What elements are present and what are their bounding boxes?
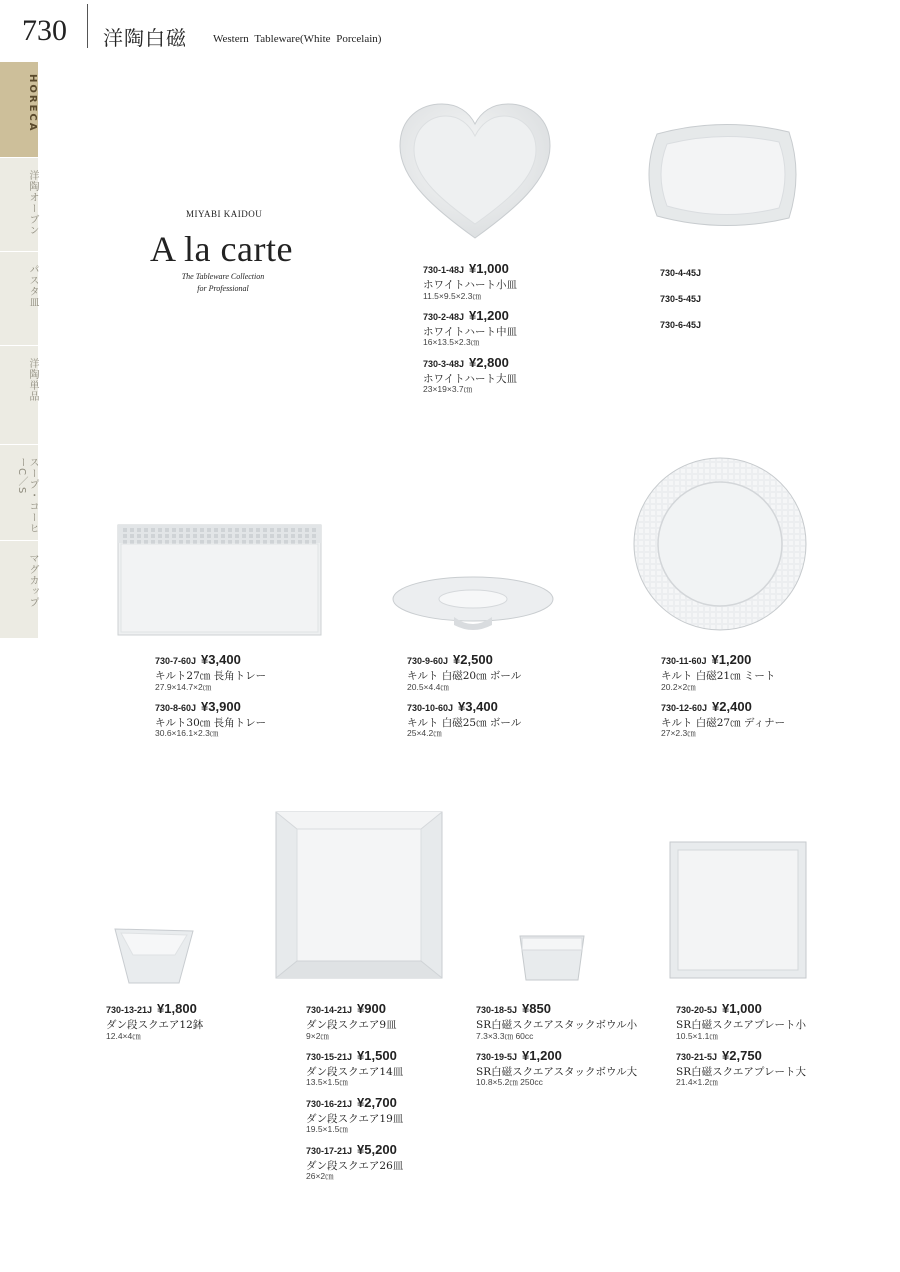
tray-quilt-dot	[130, 528, 134, 532]
tray-quilt-dot	[186, 540, 190, 544]
product-price: ¥1,200	[711, 652, 752, 667]
product-price: ¥2,800	[469, 354, 509, 370]
product-size: 19.5×1.5㎝	[306, 1124, 348, 1135]
tray-quilt-dot	[312, 540, 316, 544]
product-730-12-60J	[661, 698, 785, 739]
tray-quilt-dot	[186, 534, 190, 538]
tray-quilt-dot	[172, 540, 176, 544]
product-code: 730-4-45J	[660, 268, 702, 278]
tray-quilt-dot	[284, 528, 288, 532]
product-price: ¥3,900	[201, 698, 241, 714]
product-name: SR白磁スクエアプレート小	[676, 1019, 806, 1031]
product-group-sr-plate	[676, 1000, 806, 1088]
tray-quilt-dot	[123, 528, 127, 532]
tray-quilt-dot	[242, 528, 246, 532]
tray-quilt-dot	[165, 534, 169, 538]
product-name: ダン段スクエア9皿	[306, 1019, 397, 1031]
tray-quilt-dot	[235, 540, 239, 544]
product-size: 23×19×3.7㎝	[423, 384, 473, 395]
tray-quilt-dot	[158, 528, 162, 532]
tray-quilt-dot	[298, 528, 302, 532]
product-name: ダン段スクエア19皿	[306, 1112, 404, 1125]
tray-quilt-dot	[221, 540, 225, 544]
quilt-plate-photo	[632, 456, 808, 632]
tray-quilt-dot	[263, 534, 267, 538]
tray-quilt-dot	[123, 534, 127, 538]
tray-quilt-dot	[158, 534, 162, 538]
tray-quilt-dot	[291, 540, 295, 544]
tray-quilt-dot	[137, 534, 141, 538]
product-price: ¥1,000	[469, 261, 509, 276]
product-code: 730-20-5J	[676, 1005, 718, 1015]
product-code: 730-13-21J	[106, 1005, 153, 1015]
tray-quilt-dot	[270, 540, 274, 544]
sidebar-tab-label: 洋陶単品	[27, 358, 38, 402]
tray-quilt-dot	[200, 540, 204, 544]
tray-quilt-dot	[179, 534, 183, 538]
product-size: 25×4.2㎝	[407, 728, 442, 739]
tray-quilt-dot	[172, 534, 176, 538]
product-name: ホワイトハート小皿	[423, 279, 517, 291]
product-730-16-21J	[306, 1094, 403, 1135]
product-name: キルト 白磁25㎝ ボール	[407, 716, 522, 729]
tray-quilt-dot	[228, 534, 232, 538]
product-name: キルト27㎝ 長角トレー	[155, 670, 267, 682]
product-code: 730-3-48J	[423, 358, 465, 369]
sidebar-tab-horeca[interactable]	[0, 62, 38, 158]
product-name: ダン段スクエア14皿	[306, 1065, 404, 1078]
product-size: 9×2㎝	[306, 1030, 329, 1041]
sidebar-tab-mug[interactable]	[0, 541, 38, 639]
dan-square-plate-photo	[275, 811, 443, 979]
tray-quilt-dot	[228, 540, 232, 544]
product-730-2-48J	[423, 307, 517, 348]
product-code: 730-17-21J	[306, 1145, 353, 1156]
tray-quilt-dot	[221, 528, 225, 532]
tray-quilt-dot	[214, 540, 218, 544]
product-price: ¥2,500	[453, 652, 493, 667]
product-code: 730-8-60J	[155, 702, 197, 713]
tray-quilt-dot	[214, 534, 218, 538]
heart-plate-photo	[396, 100, 554, 248]
sidebar-tab-western-single[interactable]	[0, 346, 38, 445]
product-name: キルト 白磁27㎝ ディナー	[661, 716, 786, 729]
sidebar-tab-pasta-plate[interactable]	[0, 252, 38, 346]
product-code: 730-1-48J	[423, 265, 465, 275]
header-divider	[87, 4, 88, 48]
product-name: SR白磁スクエアスタックボウル大	[476, 1065, 638, 1078]
product-730-3-48J	[423, 354, 517, 395]
tray-quilt-dot	[207, 540, 211, 544]
product-730-1-48J	[423, 260, 517, 301]
product-price: ¥2,750	[722, 1047, 762, 1063]
product-size: 13.5×1.5㎝	[306, 1077, 348, 1088]
product-730-6-45J	[660, 315, 701, 331]
quilt-bowl-photo	[392, 575, 554, 633]
oval-platter-photo	[643, 118, 803, 230]
product-730-21-5J	[676, 1047, 806, 1088]
product-730-18-5J	[476, 1000, 637, 1041]
tray-quilt-dot	[186, 528, 190, 532]
product-name: キルト 白磁20㎝ ボール	[407, 670, 522, 682]
sidebar-tab-label: マグカップ	[27, 553, 38, 608]
product-code: 730-7-60J	[155, 656, 197, 666]
tray-quilt-dot	[207, 534, 211, 538]
tray-quilt-dot	[221, 534, 225, 538]
sidebar-tab-western-oven[interactable]	[0, 158, 38, 252]
tray-quilt-dot	[298, 540, 302, 544]
product-730-4-45J	[660, 263, 701, 279]
product-size: 20.5×4.4㎝	[407, 681, 449, 692]
tray-quilt-dot	[200, 528, 204, 532]
product-code: 730-10-60J	[407, 702, 454, 713]
product-size: 21.4×1.2㎝	[676, 1077, 718, 1088]
product-code: 730-6-45J	[660, 320, 702, 330]
product-price: ¥1,200	[522, 1047, 562, 1063]
sidebar-tab-soup-coffee[interactable]	[0, 445, 38, 541]
tray-quilt-dot	[123, 540, 127, 544]
tray-quilt-dot	[172, 528, 176, 532]
product-size: 16×13.5×2.3㎝	[423, 337, 480, 348]
product-price: ¥850	[522, 1001, 551, 1016]
category-title-jp: 洋陶白磁	[103, 26, 187, 50]
tray-quilt-dot	[130, 534, 134, 538]
product-code: 730-15-21J	[306, 1051, 353, 1062]
product-size: 7.3×3.3㎝ 60cc	[476, 1030, 534, 1041]
product-730-9-60J	[407, 651, 521, 692]
tray-quilt-dot	[193, 534, 197, 538]
tray-quilt-dot	[312, 534, 316, 538]
product-price: ¥1,800	[157, 1001, 197, 1016]
product-code: 730-2-48J	[423, 311, 465, 322]
tray-quilt-dot	[207, 528, 211, 532]
product-code: 730-9-60J	[407, 656, 449, 666]
product-price: ¥1,200	[469, 307, 509, 323]
product-size: 10.5×1.1㎝	[676, 1030, 718, 1041]
tray-quilt-dot	[305, 528, 309, 532]
tray-quilt-dot	[277, 528, 281, 532]
sr-stack-bowl-photo	[518, 934, 586, 984]
tray-quilt-dot	[214, 528, 218, 532]
brand-name: MIYABI KAIDOU	[186, 209, 263, 219]
tray-quilt-dot	[158, 540, 162, 544]
tray-quilt-dot	[165, 540, 169, 544]
product-name: SR白磁スクエアプレート大	[676, 1065, 806, 1078]
product-code: 730-16-21J	[306, 1098, 353, 1109]
product-730-19-5J	[476, 1047, 637, 1088]
tray-quilt-dot	[151, 534, 155, 538]
tray-quilt-dot	[165, 528, 169, 532]
product-name: キルト30㎝ 長角トレー	[155, 716, 267, 729]
tray-quilt-dot	[305, 540, 309, 544]
product-730-7-60J	[155, 651, 266, 692]
product-730-11-60J	[661, 651, 785, 692]
product-name: ホワイトハート中皿	[423, 325, 517, 338]
tray-quilt-dot	[235, 528, 239, 532]
tray-quilt-dot	[179, 540, 183, 544]
tray-quilt-dot	[270, 534, 274, 538]
tray-quilt-dot	[130, 540, 134, 544]
product-price: ¥3,400	[458, 698, 498, 714]
product-name: キルト 白磁21㎝ ミート	[661, 670, 776, 682]
product-730-15-21J	[306, 1047, 403, 1088]
tagline-line-2: for Professional	[197, 284, 249, 293]
tray-quilt-dot	[137, 528, 141, 532]
tray-quilt-dot	[263, 540, 267, 544]
sidebar-tab-label: 洋陶オーブン	[27, 170, 38, 236]
tray-quilt-dot	[284, 534, 288, 538]
tray-quilt-dot	[305, 534, 309, 538]
tagline-line-1: The Tableware Collection	[181, 272, 265, 281]
sidebar-tab-label: スープ・コーヒーC／S	[16, 457, 38, 534]
product-730-14-21J	[306, 1000, 403, 1041]
product-730-13-21J	[106, 1000, 203, 1041]
product-name: ダン段スクエア12鉢	[106, 1019, 204, 1031]
tray-quilt-dot	[249, 528, 253, 532]
tray-quilt-dot	[291, 534, 295, 538]
tray-quilt-dot	[179, 528, 183, 532]
tray-quilt-dot	[277, 540, 281, 544]
tray-quilt-dot	[284, 540, 288, 544]
sr-square-plate-photo	[669, 841, 807, 979]
product-group-dan-plate	[306, 1000, 403, 1182]
product-730-17-21J	[306, 1141, 403, 1182]
tray-quilt-dot	[256, 534, 260, 538]
product-group-tray	[155, 651, 266, 739]
product-price: ¥2,400	[712, 698, 752, 714]
tray-quilt-dot	[298, 534, 302, 538]
page-number: 730	[22, 14, 67, 47]
product-size: 20.2×2㎝	[661, 681, 696, 692]
tray-quilt-dot	[144, 540, 148, 544]
tray-quilt-dot	[249, 534, 253, 538]
product-group-dan-bowl	[106, 1000, 203, 1041]
product-size: 30.6×16.1×2.3㎝	[155, 728, 219, 739]
tray-quilt-dot	[144, 528, 148, 532]
collection-title: A la carte	[150, 229, 293, 269]
tray-quilt-dot	[312, 528, 316, 532]
product-price: ¥3,400	[201, 652, 241, 667]
product-size: 27×2.3㎝	[661, 728, 696, 739]
tray-quilt-dot	[200, 534, 204, 538]
sidebar-tab-label: パスタ皿	[27, 264, 38, 308]
tray-quilt-dot	[256, 528, 260, 532]
tray-quilt-dot	[193, 540, 197, 544]
tray-quilt-dot	[151, 540, 155, 544]
product-730-10-60J	[407, 698, 521, 739]
product-730-5-45J	[660, 289, 701, 305]
product-price: ¥900	[357, 1001, 386, 1016]
product-code: 730-21-5J	[676, 1051, 718, 1062]
tray-quilt-dot	[263, 528, 267, 532]
tray-quilt-dot	[228, 528, 232, 532]
tray-quilt-dot	[235, 534, 239, 538]
tray-quilt-dot	[151, 528, 155, 532]
product-group-sr-bowl	[476, 1000, 637, 1088]
tray-quilt-dot	[193, 528, 197, 532]
product-group-heart	[423, 260, 517, 395]
product-code: 730-14-21J	[306, 1005, 353, 1015]
product-price: ¥5,200	[357, 1141, 397, 1157]
product-group-bowl	[407, 651, 521, 739]
tray-quilt-dot	[249, 540, 253, 544]
product-name: SR白磁スクエアスタックボウル小	[476, 1019, 638, 1031]
product-size: 27.9×14.7×2㎝	[155, 681, 212, 692]
tray-quilt-dot	[137, 540, 141, 544]
product-size: 10.8×5.2㎝ 250cc	[476, 1077, 543, 1088]
category-title-en: Western Tableware(White Porcelain)	[213, 33, 382, 45]
product-price: ¥1,000	[722, 1001, 762, 1016]
product-code: 730-11-60J	[661, 656, 707, 666]
product-size: 12.4×4㎝	[106, 1030, 141, 1041]
product-name: ホワイトハート大皿	[423, 372, 517, 385]
product-730-20-5J	[676, 1000, 806, 1041]
product-price: ¥2,700	[357, 1094, 397, 1110]
tray-quilt-dot	[144, 534, 148, 538]
tray-quilt-dot	[242, 540, 246, 544]
product-price: ¥1,500	[357, 1047, 397, 1063]
product-code: 730-5-45J	[660, 294, 702, 304]
dan-square-bowl-photo	[113, 927, 195, 987]
product-group-plate	[661, 651, 785, 739]
sidebar-tab-label: HORECA	[27, 74, 38, 133]
product-group-oval	[660, 263, 701, 331]
product-size: 11.5×9.5×2.3㎝	[423, 290, 481, 301]
tray-quilt-dot	[270, 528, 274, 532]
product-code: 730-12-60J	[661, 702, 708, 713]
tray-quilt-dot	[277, 534, 281, 538]
tray-quilt-dot	[291, 528, 295, 532]
product-size: 26×2㎝	[306, 1171, 334, 1182]
product-code: 730-18-5J	[476, 1005, 518, 1015]
product-730-8-60J	[155, 698, 266, 739]
tray-quilt-dot	[242, 534, 246, 538]
product-code: 730-19-5J	[476, 1051, 518, 1062]
quilt-tray-photo	[117, 524, 322, 636]
product-name: ダン段スクエア26皿	[306, 1159, 404, 1172]
tray-quilt-dot	[256, 540, 260, 544]
